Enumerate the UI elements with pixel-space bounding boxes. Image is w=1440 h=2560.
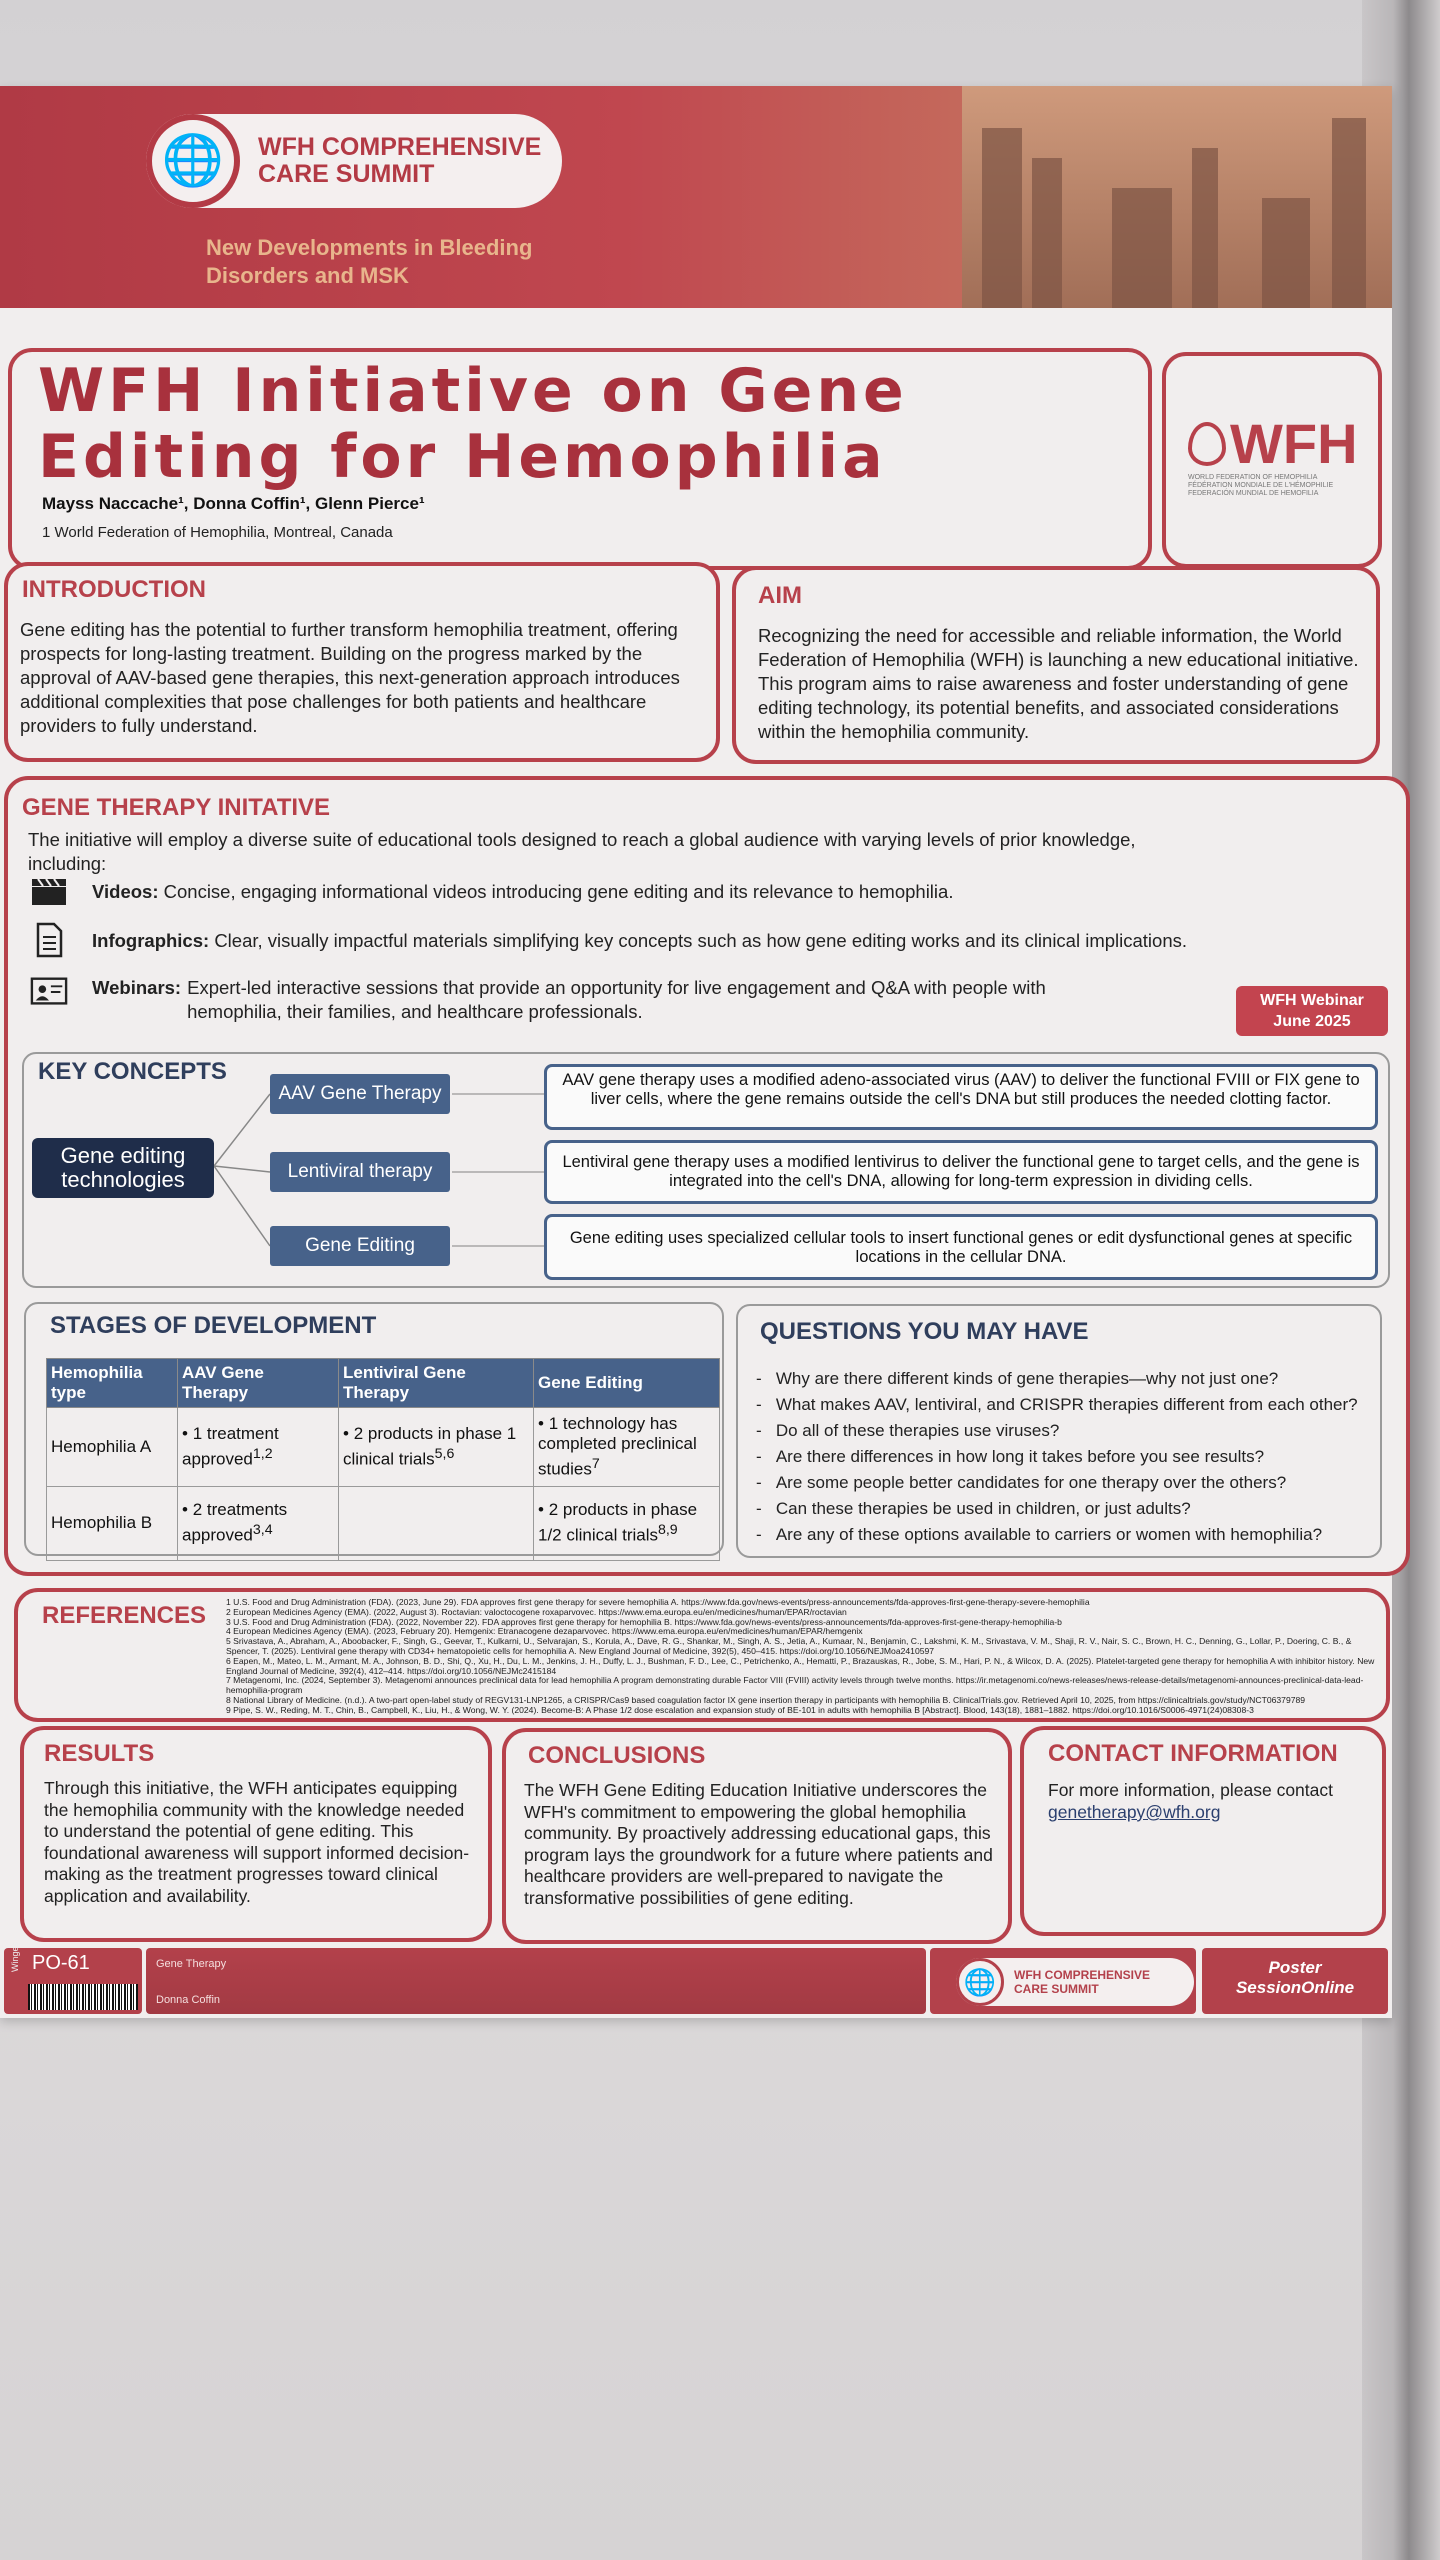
aim-text: Recognizing the need for accessible and reliable information, the World Federation of Hemophilia (WFH) is launching a new educational initiative. This program aims to raise awareness and foster understanding of gene editing technology, its potential benefits, and associated considerations within the hemophilia community.	[758, 625, 1359, 742]
conclusions-box	[502, 1728, 1012, 1944]
reference-item: 7 Metagenomi, Inc. (2024, September 3). Metagenomi announces preclinical data for lead hemophilia A program demonstrating durable Factor VIII (FVIII) activity levels through twelve months. https://ir.metagenomi.co/news-releases/news-release-details/metagenomi-announces-preclinical-data-lead-hemophilia-program	[226, 1675, 1364, 1696]
list-item: - Do all of these therapies use viruses?	[756, 1421, 1060, 1440]
introduction-box	[4, 562, 720, 762]
table-row	[47, 1408, 720, 1487]
stages-cell: • 1 technology has completed preclinical studies$^7$	[534, 1408, 720, 1487]
skyline-building	[982, 128, 1022, 308]
infographics-text: Clear, visually impactful materials simplifying key concepts such as how gene editing works and its clinical implications.	[214, 930, 1188, 951]
stages-cell: • 2 treatments approved$^{3,4}$	[178, 1486, 339, 1560]
webinars-label: Webinars:	[92, 977, 182, 998]
wfh-logo-text: WFH	[1230, 412, 1358, 475]
poster-title-line1: WFH Initiative on Gene	[38, 356, 908, 426]
footer-presenter: Donna Coffin	[156, 1994, 221, 2006]
stages-col-lentiviral: Lentiviral Gene Therapy	[339, 1359, 534, 1408]
stages-cell: • 2 products in phase 1/2 clinical trials$^{8,9}$	[534, 1486, 720, 1560]
footer-summit-logo	[956, 1958, 1194, 2006]
side-label: Winges	[10, 1941, 20, 1972]
wfh-logo	[1188, 412, 1358, 498]
list-item: - Are any of these options available to carriers or women with hemophilia?	[756, 1525, 1323, 1544]
initiative-item-infographics	[30, 924, 1292, 958]
concept-lentiviral-desc: Lentiviral gene therapy uses a modified lentivirus to deliver the functional gene to target cells, and the gene is integrated into the cell's DNA, allowing for long-term expression in dividing cells.	[544, 1140, 1378, 1204]
infographics-label: Infographics:	[92, 930, 210, 951]
contact-text: For more information, please contact	[1048, 1780, 1333, 1800]
authors: Mayss Naccache¹, Donna Coffin¹, Glenn Pierce¹	[42, 494, 425, 513]
results-heading: RESULTS	[44, 1740, 155, 1767]
skyline-building	[1262, 198, 1310, 308]
initiative-item-webinars	[30, 976, 1132, 1024]
footer-summit-line2: CARE SUMMIT	[1014, 1982, 1099, 1996]
initiative-intro: The initiative will employ a diverse suite of educational tools designed to reach a global audience with varying levels of prior knowledge, including:	[28, 829, 1136, 874]
stages-table	[46, 1358, 720, 1561]
reference-item: 4 European Medicines Agency (EMA). (2023, February 20). Hemgenix: Etranacogene dezaparvovec. https://www.ema.europa.eu/en/medicines/human/EPAR/hemgenix	[226, 1626, 863, 1637]
reference-item: 6 Eapen, M., Mateo, L. M., Armant, M. A., Johnson, B. D., Shi, Q., Xu, H., Du, L. M., Jenkins, J. H., Duffy, L. J., Bushman, F. D., Lee, C., Petrichenko, A., Hematti, P., Brazauskas, R., Jobe, S. M., Hari, P. N., & Wilcox, D. A. (2025). Platelet-targeted gene therapy for hemophilia A with inhibitor history. New England Journal of Medicine, 392(4), 412–414. https://doi.org/10.1056/NEJMc2415184	[226, 1655, 1375, 1676]
videos-label: Videos:	[92, 881, 159, 902]
stages-heading: STAGES OF DEVELOPMENT	[50, 1312, 377, 1339]
introduction-text: Gene editing has the potential to further transform hemophilia treatment, offering prospects for long-lasting treatment. Building on the progress marked by the approval of AAV-based gene therapies, this next-generation approach introduces additional complexities that pose challenges for both patients and healthcare providers to fully understand.	[20, 619, 680, 736]
stages-col-type: Hemophilia type	[47, 1359, 178, 1408]
wfh-logo-sub2: FÉDÉRATION MONDIALE DE L'HÉMOPHILIE	[1188, 482, 1334, 489]
brand-line2: SessionOnline	[1235, 1978, 1355, 1997]
questions-panel	[736, 1304, 1382, 1558]
skyline-building	[1032, 158, 1062, 308]
wfh-logo-sub3: FEDERACIÓN MUNDIAL DE HEMOFILIA	[1188, 490, 1319, 497]
concept-gene-editing-desc: Gene editing uses specialized cellular tools to insert functional genes or edit dysfunctional genes at specific locations in the cellular DNA.	[544, 1214, 1378, 1280]
stages-cell: Hemophilia B	[47, 1486, 178, 1560]
initiative-item-videos	[30, 876, 1272, 908]
key-concepts-heading: KEY CONCEPTS	[38, 1058, 227, 1085]
summit-name-line2: CARE SUMMIT	[258, 160, 435, 188]
conclusions-text: The WFH Gene Editing Education Initiative underscores the WFH's commitment to empowering the global hemophilia community. By proactively addressing educational gaps, this program lays the groundwork for a future where patients and healthcare providers are well-prepared to navigate the transformative possibilities of gene editing.	[524, 1780, 993, 1908]
brand-line1: Poster	[1268, 1958, 1322, 1977]
webinar-badge-line1: WFH Webinar	[1260, 992, 1364, 1009]
key-concepts-panel	[22, 1052, 1390, 1288]
drop-globe-icon	[1188, 422, 1226, 466]
introduction-heading: INTRODUCTION	[22, 576, 206, 603]
stages-cell: • 2 products in phase 1 clinical trials$^{5,6}$	[339, 1408, 534, 1487]
stages-cell: Hemophilia A	[47, 1408, 178, 1487]
footer-topic: Gene Therapy	[156, 1958, 227, 1970]
list-item: - Are there differences in how long it takes before you see results?	[756, 1447, 1265, 1466]
reference-item: 1 U.S. Food and Drug Administration (FDA). (2023, June 29). FDA approves first gene therapy for severe hemophilia A. https://www.fda.gov/news-events/press-announcements/fda-approves-first-gene-therapy-severe-hemophilia	[226, 1597, 1090, 1607]
concept-aav: AAV Gene Therapy	[270, 1074, 450, 1114]
concept-aav-desc: AAV gene therapy uses a modified adeno-associated virus (AAV) to deliver the functional FVIII or FIX gene to liver cells, where the gene remains outside the cell's DNA but still produces the needed clotting factor.	[544, 1064, 1378, 1130]
skyline-building	[1332, 118, 1366, 308]
reference-item: 8 National Library of Medicine. (n.d.). A two-part open-label study of REGV131-LNP1265, a CRISPR/Cas9 based coagulation factor IX gene insertion therapy in participants with hemophilia B. ClinicalTrials.gov. Retrieved April 10, 2025, from https://clinicaltrials.gov/study/NCT06379789	[226, 1694, 1306, 1705]
concept-lentiviral: Lentiviral therapy	[270, 1152, 450, 1192]
poster-footer	[0, 1941, 1392, 2018]
webinars-text: Expert-led interactive sessions that provide an opportunity for live engagement and Q&A with people with hemophilia, their families, and healthcare professionals.	[187, 977, 1046, 1022]
list-item: - Are some people better candidates for one therapy over the others?	[756, 1473, 1287, 1492]
poster	[0, 86, 1392, 2018]
globe-hand-icon: 🌐	[146, 114, 240, 208]
affiliation: 1 World Federation of Hemophilia, Montreal, Canada	[42, 524, 393, 541]
wfh-logo-box	[1162, 352, 1382, 568]
globe-hand-icon: 🌐	[956, 1958, 1004, 2006]
clapperboard-icon	[30, 876, 68, 908]
poster-id-tag	[4, 1941, 142, 2014]
concept-gene-editing: Gene Editing	[270, 1226, 450, 1266]
skyline-building	[1192, 148, 1218, 308]
concept-root: Gene editing technologies	[32, 1138, 214, 1198]
contact-email-link[interactable]: genetherapy@wfh.org	[1048, 1802, 1221, 1822]
document-icon	[30, 924, 68, 956]
poster-session-online-logo	[1202, 1948, 1388, 2014]
conclusions-heading: CONCLUSIONS	[528, 1742, 706, 1769]
initiative-heading: GENE THERAPY INITATIVE	[22, 794, 331, 821]
reference-item: 9 Pipe, S. W., Reding, M. T., Chin, B., Campbell, K., Liu, H., & Wong, W. Y. (2024). Become-B: A Phase 1/2 dose escalation and expansion study of BE-101 in adults with hemophilia B [Abstract]. Blood, 143(18), 1881–1882. https://doi.org/10.1016/S0006-4971(24)08308-3	[226, 1704, 1254, 1715]
stages-cell: • 1 treatment approved$^{1,2}$	[178, 1408, 339, 1487]
city-skyline-image	[962, 86, 1392, 308]
footer-info-bar	[146, 1948, 926, 2014]
reference-item: 5 Srivastava, A., Abraham, A., Aboobacker, F., Singh, G., Geevar, T., Kulkarni, U., Selvarajan, S., Korula, A., Dave, R. G., Shankar, M., Singh, A. S., Jetia, A., Kumaar, N., Benjamin, C., Lakshmi, K. M., Srivastava, V. M., Shaji, R. V., Nair, S. C., Brown, H. C., Denning, G., Lollar, P., Doering, C. B., & Spencer, T. (2025). Lentiviral gene therapy with CD34+ hematopoietic cells for hemophilia A. New England Journal of Medicine, 392(5), 450–415. https://doi.org/10.1056/NEJMoa2410597	[226, 1636, 1352, 1656]
contact-box	[1020, 1726, 1386, 1936]
summit-logo	[146, 114, 562, 208]
footer-summit-block	[930, 1948, 1196, 2014]
poster-id: PO-61	[32, 1952, 90, 1974]
references-box	[14, 1588, 1390, 1722]
tagline-line2: Disorders and MSK	[206, 263, 409, 288]
reference-item: 3 U.S. Food and Drug Administration (FDA). (2022, November 22). FDA approves first gene therapy for hemophilia B. https://www.fda.gov/news-events/press-announcements/fda-approves-first-gene-therapy-hemophilia-b	[226, 1616, 1062, 1627]
stages-panel	[24, 1302, 724, 1556]
videos-text: Concise, engaging informational videos introducing gene editing and its relevance to hemophilia.	[163, 881, 954, 902]
reference-item: 2 European Medicines Agency (EMA). (2022, August 3). Roctavian: valoctocogene roxaparvovec. https://www.ema.europa.eu/en/medicines/human/EPAR/roctavian	[226, 1606, 847, 1617]
wfh-logo-sub1: WORLD FEDERATION OF HEMOPHILIA	[1188, 474, 1318, 481]
references-heading: REFERENCES	[42, 1602, 207, 1629]
stages-col-aav: AAV Gene Therapy	[178, 1359, 339, 1408]
results-box	[20, 1726, 492, 1942]
poster-title-line2: Editing for Hemophilia	[38, 422, 887, 492]
skyline-building	[1112, 188, 1172, 308]
contact-heading: CONTACT INFORMATION	[1048, 1740, 1338, 1767]
header-banner	[0, 86, 1392, 308]
stages-cell	[339, 1486, 534, 1560]
results-text: Through this initiative, the WFH anticipates equipping the hemophilia community with the knowledge needed to understand the potential of gene editing. This foundational awareness will support informed decision-making as the treatment progresses toward clinical application and availability.	[44, 1778, 470, 1906]
title-box	[8, 348, 1152, 570]
aim-box	[732, 566, 1380, 764]
table-row	[47, 1486, 720, 1560]
presenter-icon	[30, 976, 68, 1008]
list-item: - Why are there different kinds of gene therapies—why not just one?	[756, 1369, 1279, 1388]
questions-heading: QUESTIONS YOU MAY HAVE	[760, 1318, 1089, 1345]
questions-list	[756, 1368, 1366, 1550]
stages-col-gene-editing: Gene Editing	[534, 1359, 720, 1408]
webinar-badge[interactable]	[1236, 986, 1388, 1036]
aim-heading: AIM	[758, 582, 802, 609]
barcode	[28, 1984, 138, 2010]
summit-name-line1: WFH COMPREHENSIVE	[258, 133, 542, 161]
webinar-badge-line2: June 2025	[1273, 1013, 1351, 1030]
tagline-line1: New Developments in Bleeding	[206, 235, 533, 260]
list-item: - What makes AAV, lentiviral, and CRISPR therapies different from each other?	[756, 1395, 1358, 1414]
references-list	[226, 1598, 1376, 1716]
list-item: - Can these therapies be used in children, or just adults?	[756, 1499, 1191, 1518]
footer-summit-line1: WFH COMPREHENSIVE	[1014, 1968, 1151, 1982]
